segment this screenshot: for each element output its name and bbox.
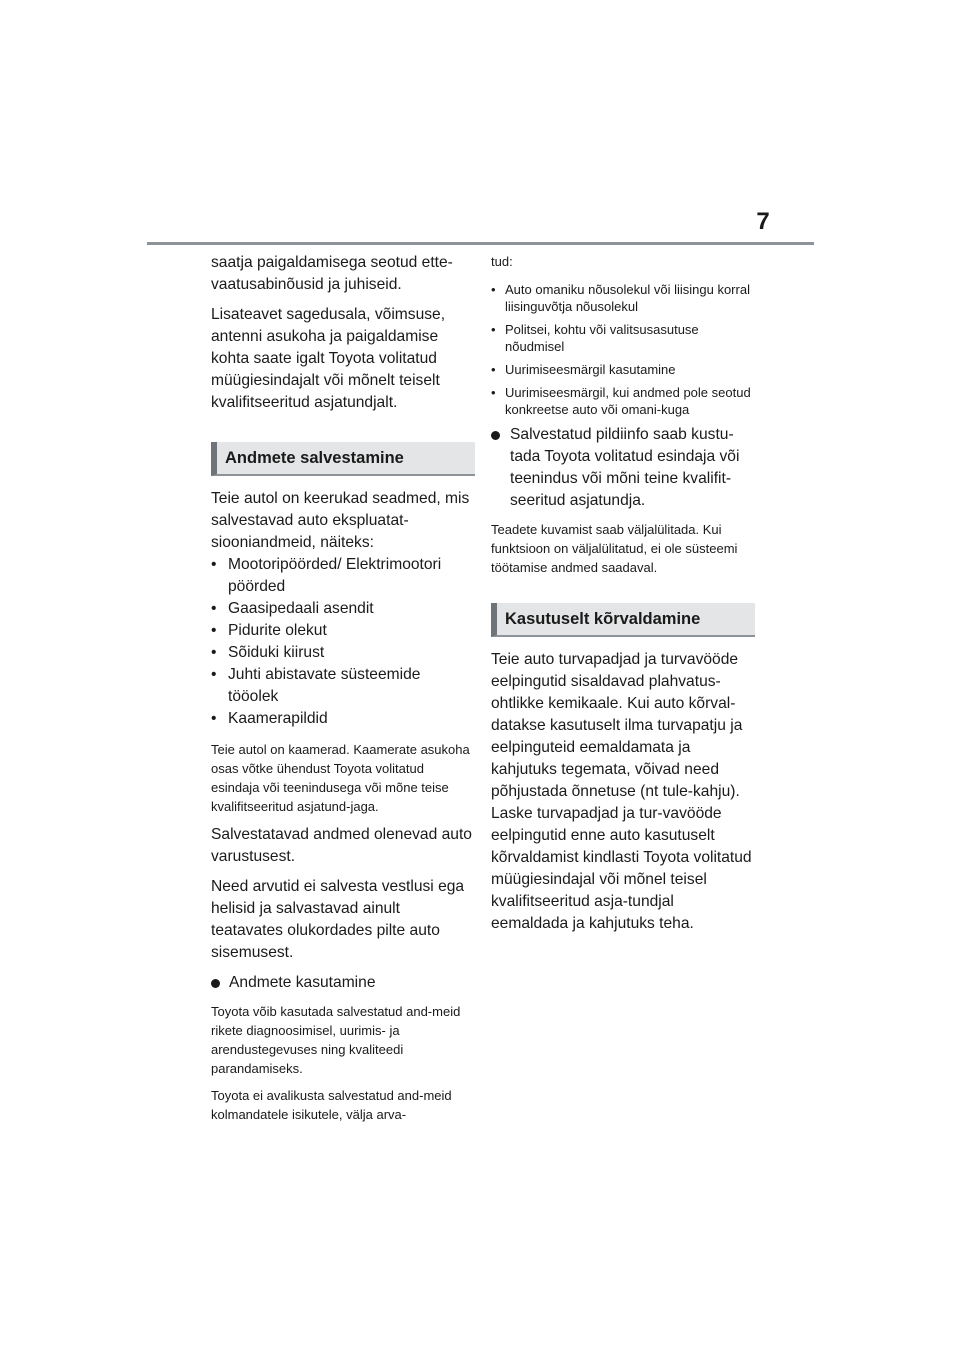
paragraph: Need arvutid ei salvesta vestlusi ega helisid ja salvastavad ainult teatavates olukordades pilte auto sisemusest.	[211, 878, 465, 961]
recorded-data-list	[211, 554, 475, 730]
paragraph: saatja paigaldamisega seotud ette-vaatusabinõusid ja juhiseid.	[211, 254, 453, 293]
bullet-heading	[211, 972, 475, 994]
note: Teadete kuvamist saab väljalülitada. Kui funktsioon on väljalülitatud, ei ole süsteemi töötamise andmed saadaval.	[491, 522, 738, 575]
list-item: • Kaamerapildid	[211, 708, 475, 730]
left-column	[211, 252, 475, 1132]
page-number: 7	[756, 208, 770, 235]
paragraph: Teie autol on keerukad seadmed, mis salvestavad auto ekspluatat-siooniandmeid, näiteks:	[211, 490, 470, 551]
bullet-heading	[491, 424, 755, 512]
bullet-heading-text: Salvestatud pildiinfo saab kustu-tada Toyota volitatud esindaja või teenindus või mõni teine kvalifit-seeritud asjatundja.	[510, 426, 740, 509]
note: Toyota ei avalikusta salvestatud and-meid kolmandatele isikutele, välja arva-	[211, 1088, 452, 1122]
paragraph: Salvestatavad andmed olenevad auto varustusest.	[211, 826, 472, 865]
section-heading-disposal: Kasutuselt kõrvaldamine	[491, 603, 755, 637]
note: Teie autol on kaamerad. Kaamerate asukoha osas võtke ühendust Toyota volitatud esindaja või teenindusega või mõne teise kvalifitseeritud asjatund-jaga.	[211, 742, 470, 814]
right-column	[491, 252, 755, 943]
list-item: • Auto omaniku nõusolekul või liisingu korral liisinguvõtja nõusolekul	[491, 281, 755, 315]
paragraph: tud:	[491, 254, 513, 269]
paragraph: Teie auto turvapadjad ja turvavööde eelpingutid sisaldavad plahvatus-ohtlikke kemikaale. Kui auto kõrval-datakse kasutuselt ilma turvapatju ja eelpinguteid eemaldamata ja kahjutuks tegemata, võivad need põhjustada õnnetuse (nt tule-kahju). Laske turvapadjad ja tur-vavööde eelpingutid enne auto kasutuselt kõrvaldamist kindlasti Toyota volitatud müügiesindajal või mõnel teisel kvalifitseeritud asja-tundjal eemaldada ja kahjutuks teha.	[491, 651, 752, 932]
list-item: • Mootoripöörded/ Elektrimootori pöörded	[211, 554, 475, 598]
section-heading-data-recording: Andmete salvestamine	[211, 442, 475, 476]
bullet-dot-icon	[211, 979, 220, 988]
list-item: • Sõiduki kiirust	[211, 642, 475, 664]
bullet-heading-text: Andmete kasutamine	[229, 974, 376, 991]
list-item: • Pidurite olekut	[211, 620, 475, 642]
list-item: • Juhti abistavate süsteemide tööolek	[211, 664, 475, 708]
list-item: • Gaasipedaali asendit	[211, 598, 475, 620]
list-item: • Uurimiseesmärgil kasutamine	[491, 361, 755, 378]
list-item: • Politsei, kohtu või valitsusasutuse nõudmisel	[491, 321, 755, 355]
header-rule	[147, 242, 814, 245]
bullet-dot-icon	[491, 431, 500, 440]
list-item: • Uurimiseesmärgil, kui andmed pole seotud konkreetse auto või omani-kuga	[491, 384, 755, 418]
note: Toyota võib kasutada salvestatud and-meid rikete diagnoosimisel, uurimis- ja arendustegevuses ning kvaliteedi parandamiseks.	[211, 1004, 461, 1076]
disclosure-exceptions-list	[491, 281, 755, 418]
paragraph: Lisateavet sagedusala, võimsuse, antenni asukoha ja paigaldamise kohta saate igalt Toyota volitatud müügiesindajalt või mõnelt teiselt kvalifitseeritud asjatundjalt.	[211, 306, 446, 411]
